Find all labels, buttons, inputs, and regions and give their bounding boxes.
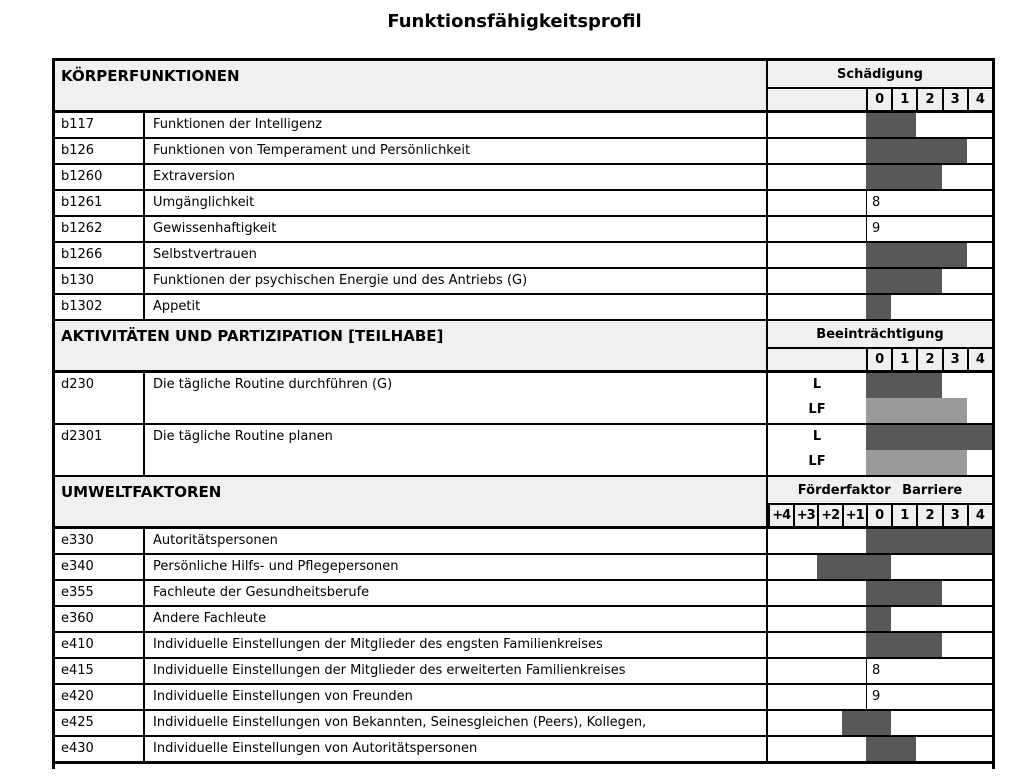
- profile-table: [52, 58, 995, 769]
- table-row: [55, 269, 992, 295]
- row-code: d2301: [55, 425, 145, 475]
- row-label: Funktionen von Temperament und Persönlichkeit: [153, 143, 471, 158]
- rating-column-header: 2: [916, 89, 941, 110]
- rating-scale-label: Förderfaktor Barriere: [768, 477, 992, 505]
- row-label: Selbstvertrauen: [153, 247, 257, 262]
- rating-bar: [866, 373, 942, 398]
- row-label: Umgänglichkeit: [153, 195, 255, 210]
- rating-column-header: 1: [891, 349, 916, 370]
- page-title: Funktionsfähigkeitsprofil: [387, 11, 642, 32]
- row-label: Individuelle Einstellungen von Autoritätspersonen: [153, 741, 478, 756]
- row-code: e425: [55, 711, 145, 735]
- row-label: Funktionen der psychischen Energie und des Antriebs (G): [153, 273, 528, 288]
- rating-bar: [866, 139, 967, 163]
- rating-area: [766, 139, 992, 163]
- rating-area: [766, 425, 992, 475]
- rating-column-header: 1: [891, 505, 916, 526]
- row-label: Individuelle Einstellungen der Mitglieder des engsten Familienkreises: [153, 637, 603, 652]
- rating-bar: [866, 243, 967, 267]
- rating-area: [766, 659, 992, 683]
- table-row: [55, 737, 992, 764]
- section-header: [55, 61, 992, 113]
- rating-column-row: [768, 349, 992, 370]
- table-row: [55, 295, 992, 321]
- rating-value: 9: [872, 221, 881, 236]
- rating-column-row: [768, 89, 992, 110]
- partial-row: [55, 764, 992, 769]
- table-row: [55, 711, 992, 737]
- section-title: KÖRPERFUNKTIONEN: [61, 67, 240, 85]
- rating-col-spacer: [768, 349, 866, 370]
- rating-area: [766, 217, 992, 241]
- rating-column-header: 3: [942, 505, 967, 526]
- rating-bar: [866, 269, 942, 293]
- row-code: b130: [55, 269, 145, 293]
- row-code: b1261: [55, 191, 145, 215]
- rating-area: [766, 711, 992, 735]
- row-code: b1262: [55, 217, 145, 241]
- table-row: [55, 633, 992, 659]
- row-code: e415: [55, 659, 145, 683]
- row-code: b1260: [55, 165, 145, 189]
- table-row: [55, 217, 992, 243]
- subrow-tag: LF: [808, 454, 826, 469]
- rating-subrow: [768, 373, 992, 398]
- rating-column-header: 4: [967, 349, 992, 370]
- row-label: Die tägliche Routine durchführen (G): [153, 377, 393, 392]
- row-code: e355: [55, 581, 145, 605]
- rating-col-spacer: [768, 89, 866, 110]
- table-row: [55, 425, 992, 477]
- rating-bar: [866, 113, 916, 137]
- rating-bar: [866, 607, 891, 631]
- subrow-tag: L: [812, 377, 822, 392]
- table-row: [55, 139, 992, 165]
- row-label: Individuelle Einstellungen von Bekannten, Seinesgleichen (Peers), Kollegen,: [153, 715, 647, 730]
- section-title: UMWELTFAKTOREN: [61, 483, 222, 501]
- row-code: d230: [55, 373, 145, 423]
- rating-bar: [817, 555, 891, 579]
- rating-column-header: +3: [793, 505, 818, 526]
- rating-column-header: 0: [866, 349, 891, 370]
- rating-area: [766, 529, 992, 553]
- row-label: Individuelle Einstellungen von Freunden: [153, 689, 413, 704]
- rating-column-row: [768, 505, 992, 526]
- rating-area: [766, 243, 992, 267]
- row-code: b126: [55, 139, 145, 163]
- table-row: [55, 529, 992, 555]
- table-row: [55, 555, 992, 581]
- rating-scale-label: Beeinträchtigung: [768, 321, 992, 349]
- table-row: [55, 191, 992, 217]
- section-title: AKTIVITÄTEN UND PARTIZIPATION [TEILHABE]: [61, 327, 444, 345]
- rating-area: [766, 373, 992, 423]
- rating-header: [766, 477, 992, 526]
- row-code: e340: [55, 555, 145, 579]
- rating-area: [766, 737, 992, 761]
- row-label: Funktionen der Intelligenz: [153, 117, 323, 132]
- row-label: Andere Fachleute: [153, 611, 267, 626]
- rating-column-header: +4: [768, 505, 793, 526]
- rating-bar: [866, 425, 992, 450]
- rating-column-header: 3: [942, 349, 967, 370]
- row-label: Individuelle Einstellungen der Mitglieder des erweiterten Familienkreises: [153, 663, 626, 678]
- table-row: [55, 113, 992, 139]
- row-label: Fachleute der Gesundheitsberufe: [153, 585, 370, 600]
- rating-bar: [866, 165, 942, 189]
- rating-bar: [866, 633, 942, 657]
- row-label: Appetit: [153, 299, 201, 314]
- row-label: Persönliche Hilfs- und Pflegepersonen: [153, 559, 399, 574]
- rating-area: [766, 633, 992, 657]
- rating-column-header: 1: [891, 89, 916, 110]
- rating-column-header: 3: [942, 89, 967, 110]
- rating-area: [766, 555, 992, 579]
- row-label: Autoritätspersonen: [153, 533, 278, 548]
- table-row: [55, 607, 992, 633]
- rating-bar: [866, 295, 891, 319]
- rating-column-header: 4: [967, 89, 992, 110]
- rating-area: [766, 269, 992, 293]
- rating-area: [766, 191, 992, 215]
- rating-bar: [842, 711, 892, 735]
- table-row: [55, 165, 992, 191]
- row-code: b1266: [55, 243, 145, 267]
- rating-column-header: +2: [817, 505, 842, 526]
- rating-bar: [866, 581, 942, 605]
- section-header: [55, 321, 992, 373]
- rating-area: [766, 165, 992, 189]
- rating-scale-label: Schädigung: [768, 61, 992, 89]
- rating-header: [766, 321, 992, 370]
- subrow-tag: LF: [808, 402, 826, 417]
- rating-column-header: 2: [916, 505, 941, 526]
- rating-subrow: [768, 450, 992, 475]
- rating-subrow: [768, 425, 992, 450]
- rating-bar: [866, 398, 967, 423]
- rating-header: [766, 61, 992, 110]
- row-code: e330: [55, 529, 145, 553]
- rating-value: 9: [872, 689, 881, 704]
- table-row: [55, 581, 992, 607]
- row-code: e420: [55, 685, 145, 709]
- rating-column-header: 2: [916, 349, 941, 370]
- rating-value: 8: [872, 195, 881, 210]
- rating-bar: [866, 529, 992, 553]
- rating-column-header: +1: [842, 505, 867, 526]
- table-row: [55, 685, 992, 711]
- rating-bar: [866, 450, 967, 475]
- rating-value: 8: [872, 663, 881, 678]
- table-row: [55, 659, 992, 685]
- table-row: [55, 373, 992, 425]
- rating-area: [766, 113, 992, 137]
- subrow-tag: L: [812, 429, 822, 444]
- row-code: e410: [55, 633, 145, 657]
- row-label: Die tägliche Routine planen: [153, 429, 333, 444]
- row-code: b117: [55, 113, 145, 137]
- section-header: [55, 477, 992, 529]
- rating-column-header: 4: [967, 505, 992, 526]
- rating-area: [766, 295, 992, 319]
- rating-bar: [866, 737, 916, 761]
- rating-column-header: 0: [866, 89, 891, 110]
- rating-column-header: 0: [866, 505, 891, 526]
- row-label: Gewissenhaftigkeit: [153, 221, 277, 236]
- rating-subrow: [768, 398, 992, 423]
- rating-area: [766, 685, 992, 709]
- rating-area: [766, 581, 992, 605]
- table-row: [55, 243, 992, 269]
- row-code: e360: [55, 607, 145, 631]
- row-label: Extraversion: [153, 169, 235, 184]
- row-code: b1302: [55, 295, 145, 319]
- row-code: e430: [55, 737, 145, 761]
- rating-area: [766, 607, 992, 631]
